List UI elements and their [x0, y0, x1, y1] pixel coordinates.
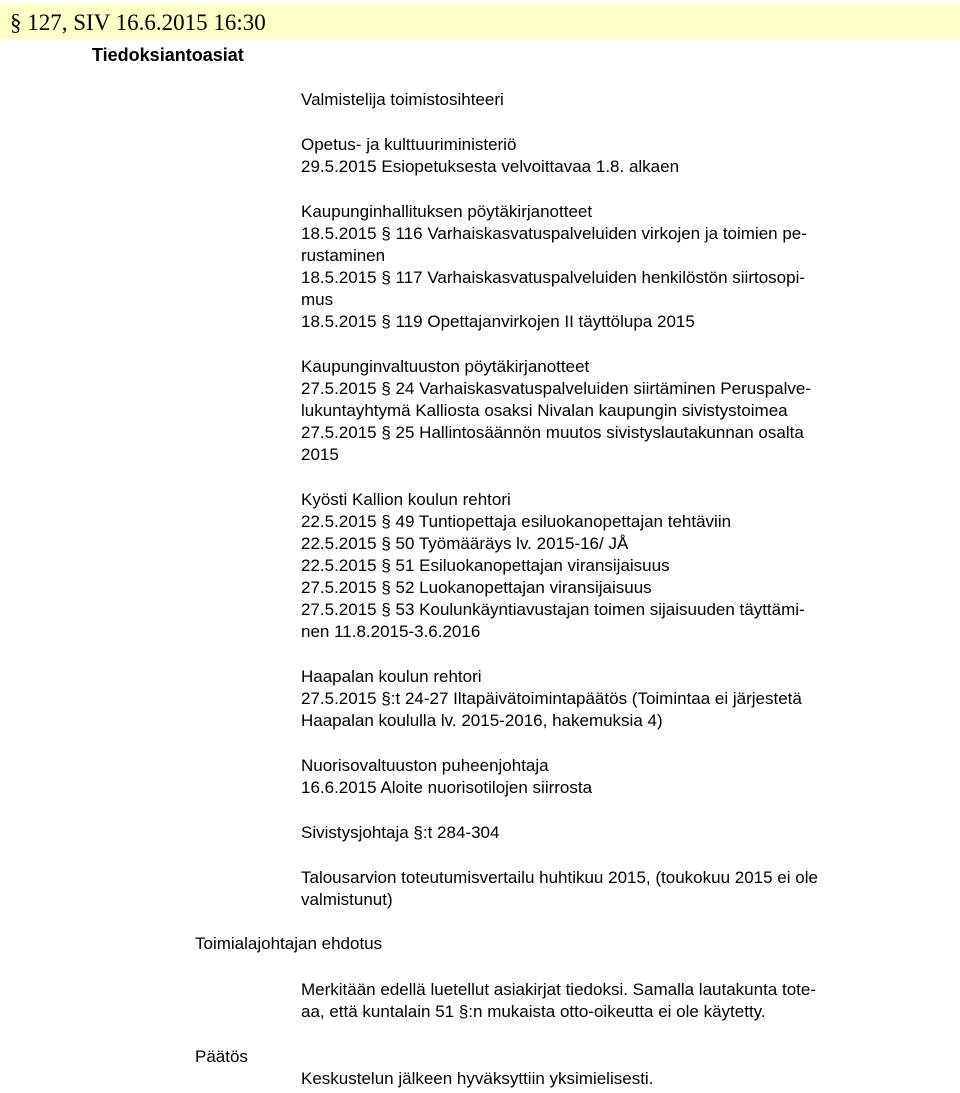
proposal-text: Merkitään edellä luetellut asiakirjat tiedoksi. Samalla lautakunta tote- — [301, 980, 816, 999]
kallio-item-53-cont: nen 11.8.2015-3.6.2016 — [301, 622, 481, 641]
proposal-text-cont: aa, että kuntalain 51 §:n mukaista otto-oikeutta ei ole käytetty. — [301, 1002, 766, 1021]
city-board-item-116: 18.5.2015 § 116 Varhaiskasvatuspalveluiden virkojen ja toimien pe- — [301, 224, 807, 243]
budget-comparison-cont: valmistunut) — [301, 890, 393, 909]
ministry-item: 29.5.2015 Esiopetuksesta velvoittavaa 1.8. alkaen — [301, 157, 680, 176]
ministry-heading: Opetus- ja kulttuuriministeriö — [301, 135, 517, 154]
council-item-25: 27.5.2015 § 25 Hallintosäännön muutos sivistyslautakunnan osalta — [301, 423, 804, 442]
city-board-item-117: 18.5.2015 § 117 Varhaiskasvatuspalveluiden henkilöstön siirtosopi- — [301, 268, 806, 287]
council-item-24-cont: lukuntayhtymä Kalliosta osaksi Nivalan kaupungin sivistystoimea — [301, 401, 788, 420]
kallio-item-49: 22.5.2015 § 49 Tuntiopettaja esiluokanopettajan tehtäviin — [301, 512, 732, 531]
kallio-item-50: 22.5.2015 § 50 Työmääräys lv. 2015-16/ JÅ — [301, 534, 629, 553]
kallio-item-51: 22.5.2015 § 51 Esiluokanopettajan viransijaisuus — [301, 556, 670, 575]
council-item-24: 27.5.2015 § 24 Varhaiskasvatuspalveluiden siirtäminen Peruspalve- — [301, 379, 811, 398]
city-board-item-117-cont: mus — [301, 290, 334, 309]
city-board-item-119: 18.5.2015 § 119 Opettajanvirkojen II täyttölupa 2015 — [301, 312, 695, 331]
youth-council-item: 16.6.2015 Aloite nuorisotilojen siirrosta — [301, 778, 593, 797]
page-title: Tiedoksiantoasiat — [92, 45, 244, 65]
city-board-heading: Kaupunginhallituksen pöytäkirjanotteet — [301, 202, 593, 221]
education-director-line: Sivistysjohtaja §:t 284-304 — [301, 823, 500, 842]
decision-text: Keskustelun jälkeen hyväksyttiin yksimielisesti. — [301, 1069, 654, 1088]
proposal-label: Toimialajohtajan ehdotus — [195, 934, 383, 953]
preparer-line: Valmistelija toimistosihteeri — [301, 90, 504, 109]
haapala-item-cont: Haapalan koululla lv. 2015-2016, hakemuksia 4) — [301, 711, 663, 730]
haapala-item: 27.5.2015 §:t 24-27 Iltapäivätoimintapäätös (Toimintaa ei järjestetä — [301, 689, 802, 708]
kallio-school-heading: Kyösti Kallion koulun rehtori — [301, 490, 511, 509]
council-heading: Kaupunginvaltuuston pöytäkirjanotteet — [301, 357, 590, 376]
haapala-school-heading: Haapalan koulun rehtori — [301, 667, 482, 686]
kallio-item-52: 27.5.2015 § 52 Luokanopettajan viransijaisuus — [301, 578, 652, 597]
budget-comparison-line: Talousarvion toteutumisvertailu huhtikuu 2015, (toukokuu 2015 ei ole — [301, 868, 818, 887]
section-header-text: § 127, SIV 16.6.2015 16:30 — [10, 10, 266, 35]
council-item-25-cont: 2015 — [301, 445, 339, 464]
decision-label: Päätös — [195, 1047, 248, 1066]
youth-council-heading: Nuorisovaltuuston puheenjohtaja — [301, 756, 549, 775]
section-header-bar — [0, 3, 960, 39]
city-board-item-116-cont: rustaminen — [301, 246, 386, 265]
kallio-item-53: 27.5.2015 § 53 Koulunkäyntiavustajan toimen sijaisuuden täyttämi- — [301, 600, 805, 619]
